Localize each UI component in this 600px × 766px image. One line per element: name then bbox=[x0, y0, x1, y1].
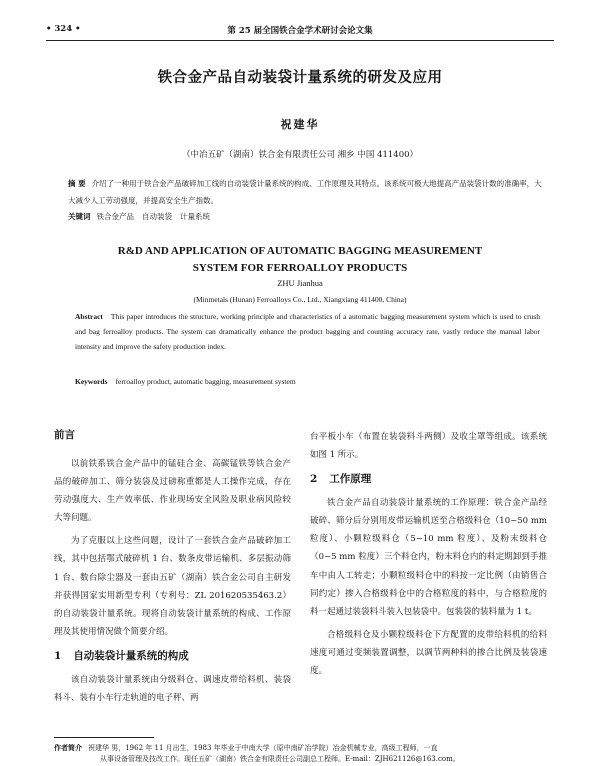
english-title-line2: SYSTEM FOR FERROALLOY PRODUCTS bbox=[192, 262, 408, 274]
footnote-line2: 从事设备管理及技改工作。现任五矿（湖南）铁合金有限责任公司副总工程师。E-mail：ZJH621126@163.com。 bbox=[100, 755, 460, 763]
paper-title: 铁合金产品自动装袋计量系统的研发及应用 bbox=[157, 69, 443, 86]
keywords-en bbox=[75, 377, 540, 386]
paragraph: 该自动装袋计量系统由分级料仓、调速皮带给料机、装袋料斗、装有小车行走轨道的电子秤、两 bbox=[54, 674, 291, 704]
keyword-cn-item: 自动装袋 bbox=[142, 212, 172, 221]
section-heading-2 bbox=[310, 472, 547, 486]
keyword-cn-item: 计量系统 bbox=[180, 212, 210, 221]
footnote-label: 作者简介 bbox=[54, 743, 82, 752]
body-column-right bbox=[310, 428, 547, 685]
english-affiliation: (Minmetals (Hunan) Ferroalloys Co., Ltd., Xiangxiang 411400, China) bbox=[193, 295, 407, 304]
section-title: 自动装袋计量系统的构成 bbox=[73, 649, 189, 662]
abstract-en bbox=[75, 309, 540, 355]
section-number: 2 bbox=[310, 473, 318, 486]
journal-title: 第 25 届全国铁合金学术研讨会论文集 bbox=[227, 26, 373, 36]
author-affiliation: （中冶五矿（湖南）铁合金有限责任公司 湘乡 中国 411400） bbox=[181, 150, 419, 160]
paragraph: 铁合金产品自动装袋计量系统的工作原理：铁合金产品经破碎、筛分后分别用皮带运输机送至合格级料仓（10~50 mm 粒度）、小颗粒级料仓（5~10 mm 粒度）、及粉末级料仓（0~5 mm 粒度）三个料仓内，粉末料仓内的料定期卸到手推车中由人工转走；小颗粒级料仓中的料按一定比例（由销售合同约定）掺入合格级料仓中的合格粒度的料中，与合格粒度的料一起通过装袋料斗装入包装袋中。包装袋的装料量为 1 t。 bbox=[310, 498, 547, 617]
running-header bbox=[46, 24, 554, 38]
section-number: 1 bbox=[54, 649, 62, 662]
footnote-line1: 祝建华 男，1962 年 11 月出生，1983 年毕业于中南大学（原中南矿冶学院）冶金机械专业，高级工程师，一直 bbox=[88, 744, 438, 752]
body-column-left bbox=[54, 428, 291, 712]
keywords-cn bbox=[68, 209, 546, 226]
section-heading-1 bbox=[54, 649, 291, 663]
section-title: 工作原理 bbox=[329, 473, 372, 486]
paragraph: 为了克服以上这些问题，设计了一套铁合金产品破碎加工线，其中包括鄂式破碎机 1 台、数条皮带运输机、多层振动筛 1 台、数台除尘器及一套由五矿（湖南）铁合金公司自主研发并获得国家实用新型专利（专利号：ZL 201620535463.2）的自动装袋计量系统。现将自动装袋计量系统的构成、工作原理及其使用情况做个简要介绍。 bbox=[54, 536, 291, 637]
header-rule bbox=[46, 40, 554, 41]
abstract-cn-label: 摘 要 bbox=[68, 179, 86, 188]
paragraph: 合格级料仓及小颗粒级料仓下方配置的皮带给料机的给料速度可通过变频装置调整，以调节两种料的掺合比例及装袋速度。 bbox=[310, 629, 547, 677]
english-title bbox=[46, 243, 554, 277]
page-number: • 324 • bbox=[46, 24, 81, 34]
keywords-en-label: Keywords bbox=[75, 377, 108, 386]
abstract-en-text: This paper introduces the structure, working principle and characteristics of a automatic bagging measurement system which is used to crush and bag ferroalloy products. The system can dramatically enhance the product bagging and counting accuracy rate, vastly reduce the manual labor intensity and improve the safety production index. bbox=[75, 312, 540, 352]
footnote-rule bbox=[54, 737, 154, 738]
abstract-en-label: Abstract bbox=[75, 312, 103, 321]
keyword-cn-item: 铁合金产品 bbox=[96, 212, 134, 221]
english-author: ZHU Jianhua bbox=[277, 278, 323, 288]
abstract-cn bbox=[68, 176, 546, 209]
abstract-cn-text: 介绍了一种用于铁合金产品破碎加工线的自动装袋计量系统的构成、工作原理及其特点。该系统可极大地提高产品装袋计数的准确率，大大减少人工劳动强度，并提高安全生产指数。 bbox=[68, 179, 542, 205]
author-footnote bbox=[54, 742, 554, 765]
section-heading-preface: 前言 bbox=[54, 429, 75, 441]
keywords-cn-label: 关键词 bbox=[68, 212, 91, 221]
keywords-en-text: ferroalloy product, automatic bagging, measurement system bbox=[115, 377, 296, 386]
paragraph: 以前铁系铁合金产品中的锰硅合金、高碳锰铁等铁合金产品的破碎加工、筛分装袋及过磅称重都是人工操作完成，存在劳动强度大、生产效率低、作业现场安全风险及职业病风险较大等问题。 bbox=[54, 459, 291, 524]
author-name: 祝建华 bbox=[280, 118, 320, 131]
english-title-line1: R&D AND APPLICATION OF AUTOMATIC BAGGING MEASUREMENT bbox=[117, 245, 483, 257]
paragraph-continued: 台平板小车（布置在装袋料斗两侧）及收尘罩等组成。该系统如图 1 所示。 bbox=[310, 432, 547, 461]
